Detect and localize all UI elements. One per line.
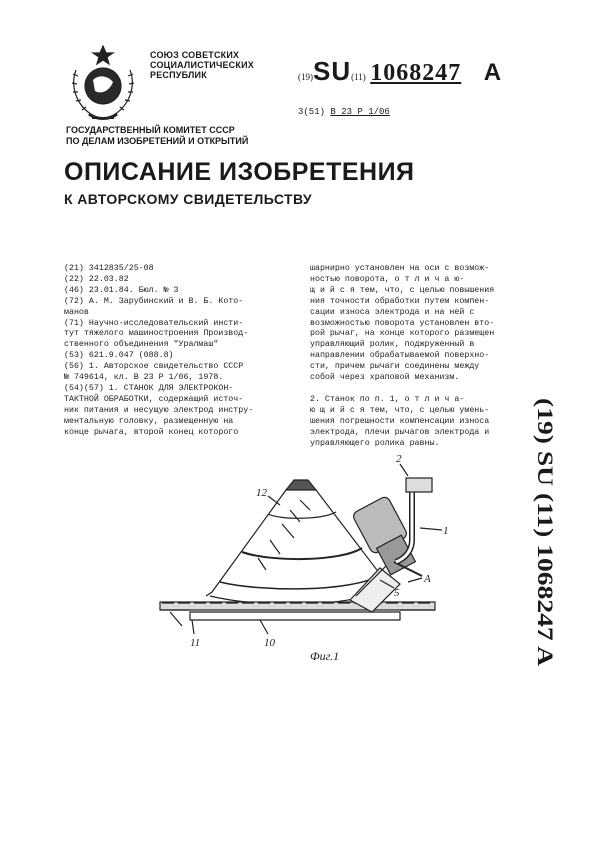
text-line: (54)(57) 1. СТАНОК ДЛЯ ЭЛЕКТРОКОН-: [64, 383, 234, 393]
text-line: сти, причем рычаги соединены между: [310, 362, 480, 372]
patent-number: [298, 56, 501, 87]
committee-name: [66, 125, 248, 147]
text-line: ностью поворота, о т л и ч а ю-: [310, 274, 465, 284]
ipc-value: В 23 Р 1/06: [330, 107, 390, 117]
figure-1-drawing: [150, 450, 470, 665]
ipc-code-label: 3(51): [298, 107, 326, 117]
label-11: 11: [190, 637, 201, 649]
union-line: СОЦИАЛИСТИЧЕСКИХ: [150, 60, 254, 70]
text-line: (22) 22.03.82: [64, 274, 129, 284]
text-line: 2. Станок по п. 1, о т л и ч а-: [310, 394, 465, 404]
text-line: ственного объединения "Уралмаш": [64, 340, 219, 350]
union-line: РЕСПУБЛИК: [150, 70, 207, 80]
label-12: 12: [256, 487, 267, 499]
text-line: (56) 1. Авторское свидетельство СССР: [64, 362, 244, 372]
text-line: рой рычаг, на конце которого размещен: [310, 329, 495, 339]
document-kind: A: [483, 59, 502, 86]
committee-line: ПО ДЕЛАМ ИЗОБРЕТЕНИЙ И ОТКРЫТИЙ: [66, 136, 249, 146]
text-line: шения погрешности компенсации износа: [310, 416, 490, 426]
figure-caption: Фиг.1: [310, 649, 340, 663]
ipc-classification: [298, 107, 390, 117]
text-line: ментальную головку, размещенную на: [64, 416, 234, 426]
text-line: ю щ и й с я тем, что, с целью умень-: [310, 405, 490, 415]
side-number-text: (19) SU (11) 1068247 A: [533, 398, 558, 612]
text-line: электрода, плечи рычагов электрода и: [310, 427, 490, 437]
label-10: 10: [264, 637, 275, 649]
text-line: (53) 621.9.047 (088.8): [64, 351, 174, 361]
text-line: ник питания и несущую электрод инстру-: [64, 405, 254, 415]
text-line: щ и й с я тем, что, с целью повышения: [310, 285, 495, 295]
bibliographic-column: [64, 264, 253, 439]
text-line: сации износа электрода и на ней с: [310, 307, 475, 317]
text-line: (71) Научно-исследовательский инсти-: [64, 318, 244, 328]
document-title: ОПИСАНИЕ ИЗОБРЕТЕНИЯ: [64, 158, 415, 186]
text-line: (46) 23.01.84. Бюл. № 3: [64, 285, 179, 295]
side-patent-number: [527, 398, 563, 668]
text-line: управляющего ролика равны.: [310, 438, 440, 448]
text-line: собой через храповой механизм.: [310, 373, 460, 383]
text-line: шарнирно установлен на оси с возмож-: [310, 264, 490, 273]
country-code: SU: [313, 56, 352, 86]
text-line: управляющий ролик, поджруженный в: [310, 340, 475, 350]
text-line: манов: [64, 307, 89, 317]
label-a: A: [424, 573, 431, 585]
union-line: СОЮЗ СОВЕТСКИХ: [150, 50, 240, 60]
text-line: № 749614, кл. В 23 Р 1/06, 1978.: [64, 373, 224, 383]
label-5: 5: [394, 587, 400, 599]
ussr-emblem: [64, 40, 142, 124]
label-2: 2: [396, 453, 402, 465]
text-line: ТАКТНОЙ ОБРАБОТКИ, содержащий источ-: [64, 394, 244, 404]
text-line: (72) А. М. Зарубинский и В. Б. Кото-: [64, 296, 244, 306]
text-line: возможностью поворота установлен вто-: [310, 318, 495, 328]
document-number: 1068247: [370, 60, 462, 86]
code-11: (11): [351, 72, 366, 82]
text-line: (21) 3412835/25-08: [64, 264, 154, 273]
text-line: конце рычага, второй конец которого: [64, 427, 239, 437]
label-1: 1: [443, 525, 449, 537]
union-name: [150, 50, 254, 80]
text-line: тут тяжелого машиностроения Производ-: [64, 329, 249, 339]
committee-line: ГОСУДАРСТВЕННЫЙ КОМИТЕТ СССР: [66, 125, 235, 135]
text-line: ния точности обработки путем компен-: [310, 296, 490, 306]
document-subtitle: К АВТОРСКОМУ СВИДЕТЕЛЬСТВУ: [64, 191, 313, 207]
text-line: направлении обрабатываемой поверхно-: [310, 351, 490, 361]
claims-column: [310, 264, 494, 449]
code-19: (19): [298, 72, 313, 82]
text-line: [310, 384, 494, 395]
